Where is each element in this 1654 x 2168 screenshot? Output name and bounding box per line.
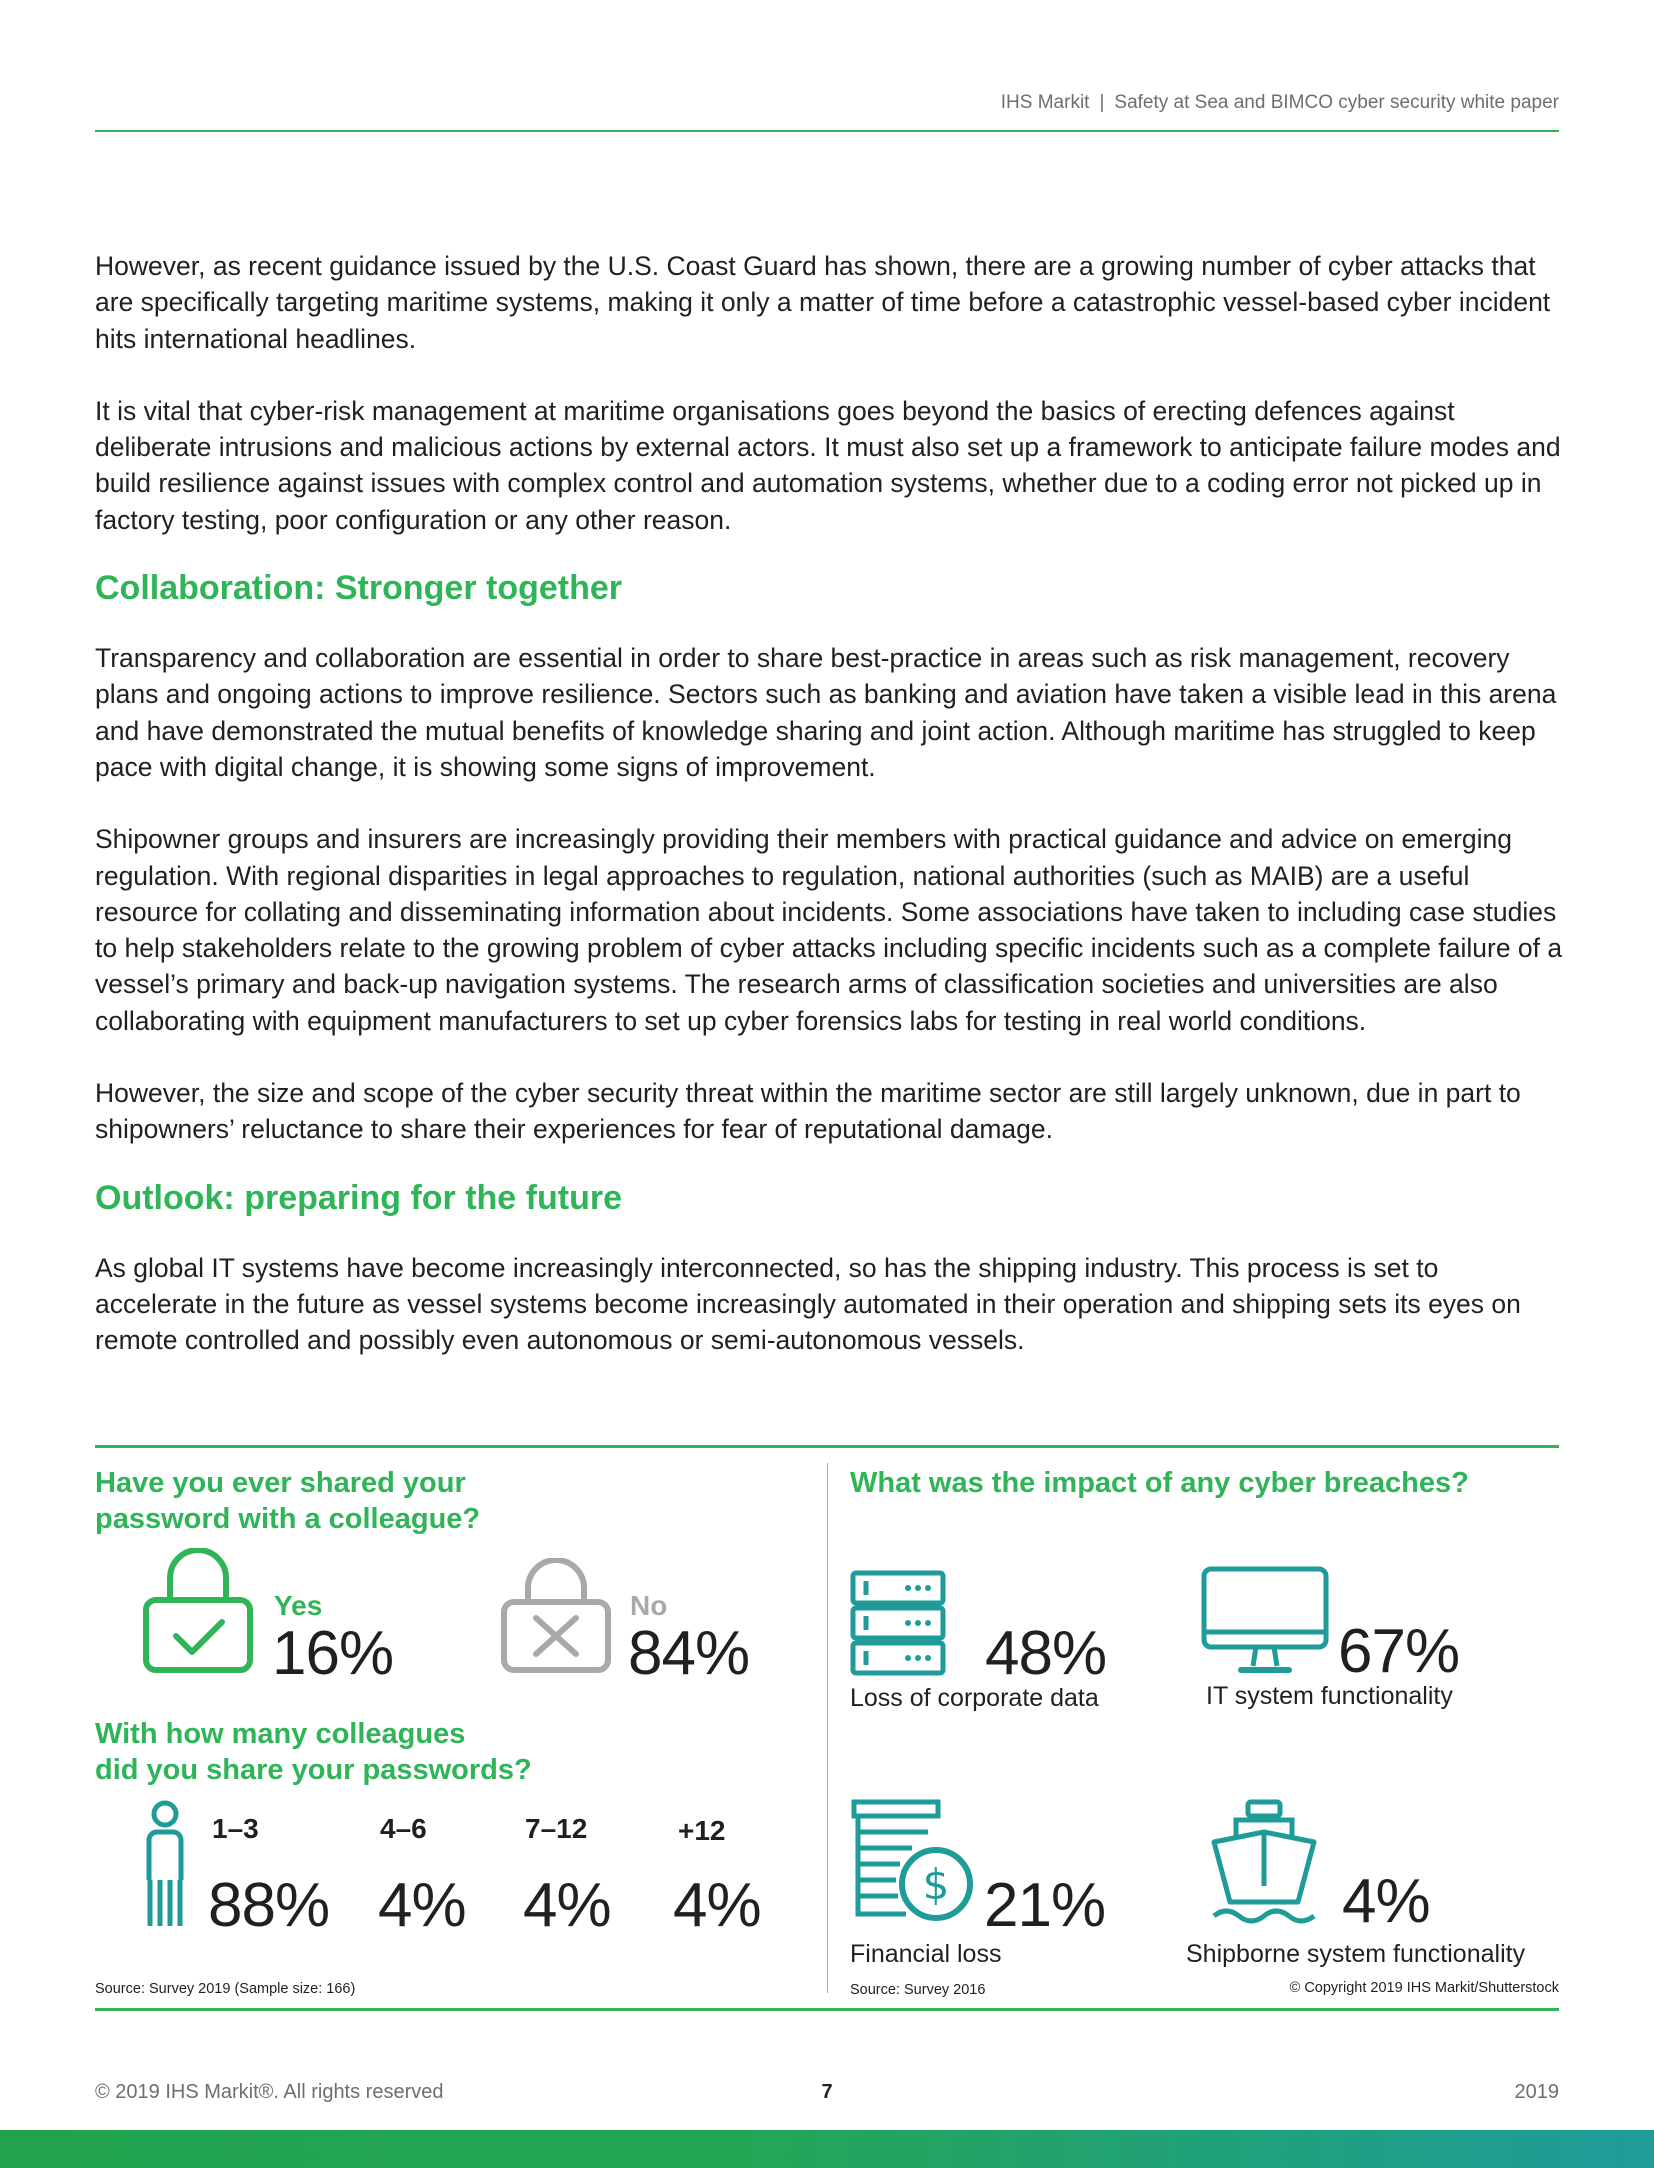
password-question-line1: Have you ever shared your bbox=[95, 1467, 466, 1499]
article-body bbox=[95, 248, 1565, 1395]
footer-year: 2019 bbox=[1514, 2081, 1559, 2103]
person-icon bbox=[140, 1800, 190, 1928]
footer-color-band bbox=[0, 2130, 1654, 2168]
password-question-line2: password with a colleague? bbox=[95, 1503, 481, 1535]
footer-copyright: © 2019 IHS Markit®. All rights reserved bbox=[95, 2081, 444, 2103]
group-pct-1-3: 88% bbox=[208, 1871, 330, 1940]
impact-pct-shipborne: 4% bbox=[1342, 1867, 1430, 1936]
password-question-title bbox=[95, 1465, 480, 1537]
header-title: Safety at Sea and BIMCO cyber security white paper bbox=[1114, 92, 1559, 113]
group-label-12-plus: +12 bbox=[678, 1815, 726, 1846]
paragraph-global-it: As global IT systems have become increasingly interconnected, so has the shipping industry. This process is set to accelerate in the future as vessel systems become increasingly automated in their operation and shipping sets its eyes on remote controlled and possibly even autonomous or semi-autonomous vessels. bbox=[95, 1252, 1521, 1356]
running-header bbox=[95, 92, 1559, 114]
header-separator: | bbox=[1099, 92, 1105, 113]
lock-check-icon bbox=[142, 1548, 254, 1674]
impact-pct-corporate-data: 48% bbox=[985, 1619, 1107, 1688]
group-label-4-6: 4–6 bbox=[380, 1813, 427, 1844]
coins-dollar-icon bbox=[850, 1798, 974, 1926]
group-label-7-12: 7–12 bbox=[525, 1813, 588, 1844]
yes-percentage: 16% bbox=[272, 1619, 394, 1688]
group-label-1-3: 1–3 bbox=[212, 1813, 259, 1844]
colleagues-question-title bbox=[95, 1716, 532, 1788]
paragraph-cyber-risk: It is vital that cyber-risk management at maritime organisations goes beyond the basics of erecting defences against deliberate intrusions and malicious actions by external actors. It must also set up a framework to anticipate failure modes and build resilience against issues with complex control and automation systems, whether due to a coding error not picked up in factory testing, poor configuration or any other reason. bbox=[95, 395, 1561, 535]
group-pct-4-6: 4% bbox=[378, 1871, 466, 1940]
no-label: No bbox=[630, 1590, 668, 1621]
source-left: Source: Survey 2019 (Sample size: 166) bbox=[95, 1981, 356, 1997]
header-brand: IHS Markit bbox=[1000, 92, 1090, 113]
colleagues-question-line1: With how many colleagues bbox=[95, 1718, 466, 1750]
impact-label-it-system: IT system functionality bbox=[1206, 1682, 1453, 1710]
monitor-icon bbox=[1201, 1566, 1329, 1676]
impact-question-title: What was the impact of any cyber breaches? bbox=[850, 1467, 1469, 1499]
infographic-bottom-rule bbox=[95, 2008, 1559, 2011]
impact-pct-financial-loss: 21% bbox=[984, 1871, 1106, 1940]
server-icon bbox=[850, 1570, 946, 1676]
infographic-column-divider bbox=[827, 1463, 828, 1993]
impact-pct-it-system: 67% bbox=[1338, 1617, 1460, 1686]
heading-collaboration: Collaboration: Stronger together bbox=[95, 569, 622, 608]
header-divider bbox=[95, 130, 1559, 132]
heading-outlook: Outlook: preparing for the future bbox=[95, 1178, 622, 1217]
ship-icon bbox=[1208, 1798, 1320, 1928]
group-pct-7-12: 4% bbox=[523, 1871, 611, 1940]
impact-label-financial-loss: Financial loss bbox=[850, 1940, 1002, 1968]
no-percentage: 84% bbox=[628, 1619, 750, 1688]
paragraph-transparency: Transparency and collaboration are essential in order to share best-practice in areas such as risk management, recovery plans and ongoing actions to improve resilience. Sectors such as banking and aviation have taken a visible lead in this arena and have demonstrated the mutual benefits of knowledge sharing and joint action. Although maritime has struggled to keep pace with digital change, it is showing some signs of improvement. bbox=[95, 643, 1557, 782]
lock-cross-icon bbox=[500, 1558, 612, 1674]
svg-text:$: $ bbox=[922, 1860, 950, 1909]
impact-label-corporate-data: Loss of corporate data bbox=[850, 1684, 1099, 1712]
page-number: 7 bbox=[821, 2081, 833, 2103]
image-copyright: © Copyright 2019 IHS Markit/Shutterstock bbox=[1289, 1980, 1559, 1996]
colleagues-question-line2: did you share your passwords? bbox=[95, 1754, 532, 1786]
group-pct-12-plus: 4% bbox=[673, 1871, 761, 1940]
paragraph-size-scope: However, the size and scope of the cyber security threat within the maritime sector are still largely unknown, due in part to shipowners’ reluctance to share their experiences for fear of reputational damage. bbox=[95, 1078, 1521, 1145]
paragraph-shipowner-groups: Shipowner groups and insurers are increasingly providing their members with practical guidance and advice on emerging regulation. With regional disparities in legal approaches to regulation, national authorities (such as MAIB) are a useful resource for collating and disseminating information about incidents. Some associations have taken to including case studies to help stakeholders relate to the growing problem of cyber attacks including specific incidents such as a complete failure of a vessel’s primary and back-up navigation systems. The research arms of classification societies and universities are also collaborating with equipment manufacturers to set up cyber forensics labs for testing in real world conditions. bbox=[95, 824, 1563, 1036]
yes-label: Yes bbox=[274, 1590, 323, 1621]
impact-label-shipborne: Shipborne system functionality bbox=[1186, 1940, 1526, 1968]
source-right: Source: Survey 2016 bbox=[850, 1982, 986, 1998]
paragraph-coast-guard: However, as recent guidance issued by the U.S. Coast Guard has shown, there are a growing number of cyber attacks that are specifically targeting maritime systems, making it only a matter of time before a catastrophic vessel-based cyber incident hits international headlines. bbox=[95, 251, 1551, 354]
infographic-top-rule bbox=[95, 1445, 1559, 1448]
